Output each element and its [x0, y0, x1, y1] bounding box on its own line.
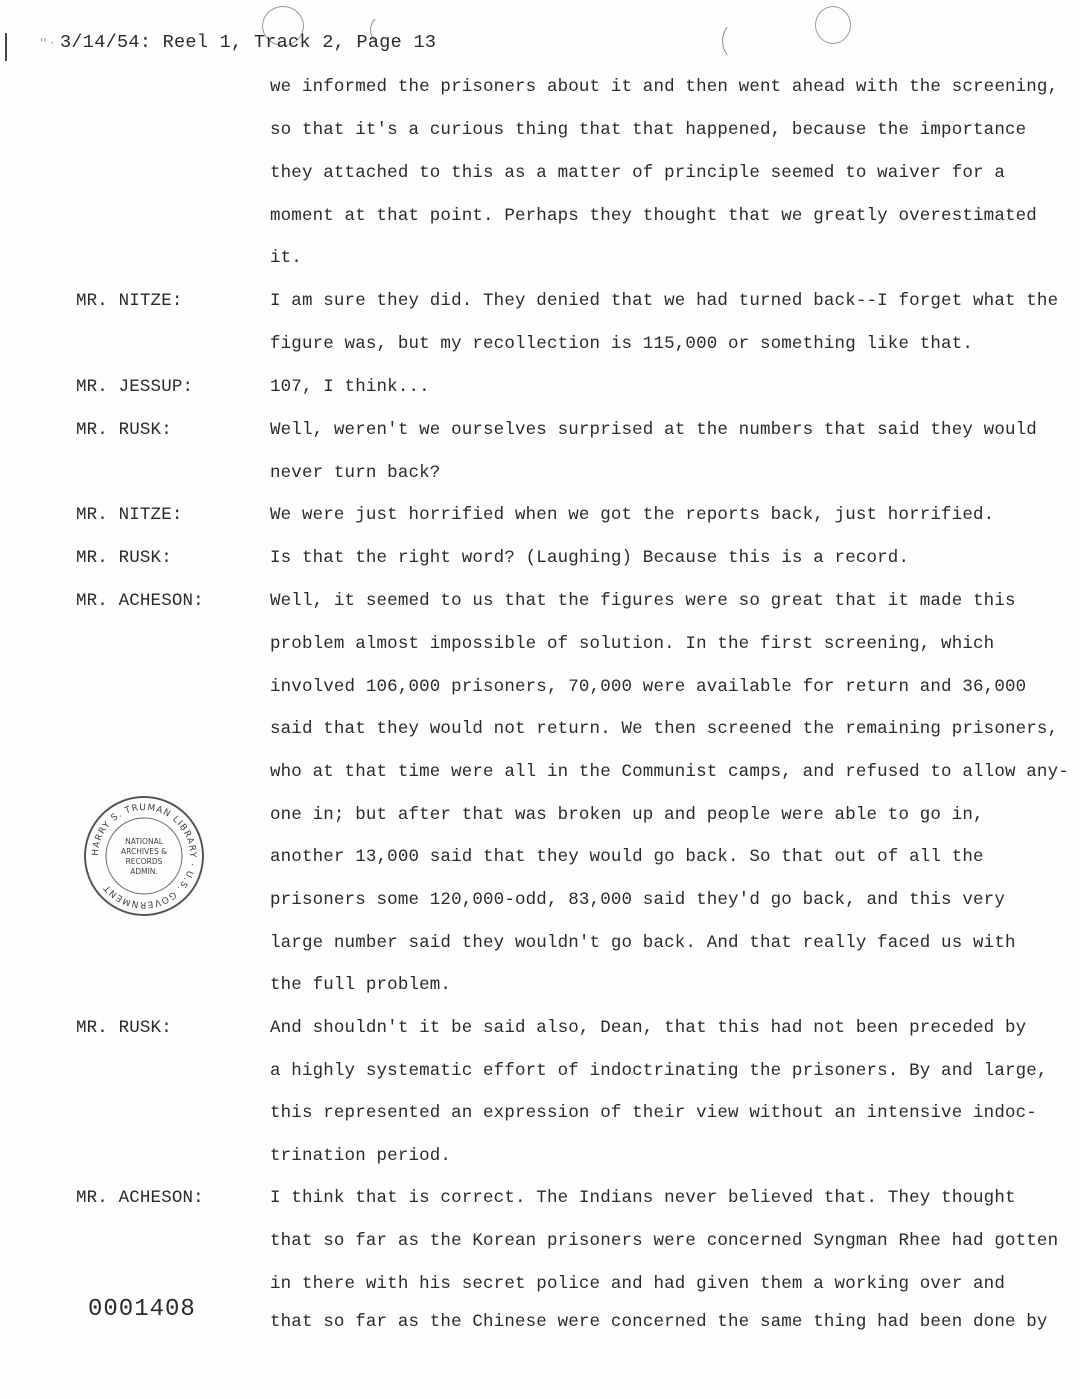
- stamp-line-2: ARCHIVES &: [121, 847, 167, 856]
- library-seal-icon: [82, 794, 206, 918]
- speaker-label: MR. NITZE:: [76, 291, 183, 311]
- svg-text:HARRY S. TRUMAN LIBRARY · U.S.: [91, 803, 197, 909]
- stamp-line-4: ADMIN.: [130, 867, 158, 876]
- library-stamp: [82, 794, 206, 918]
- transcript-line: the full problem.: [270, 975, 452, 995]
- transcript-line: I am sure they did. They denied that we had turned back--I forget what the: [270, 291, 1059, 311]
- transcript-line: it.: [270, 248, 302, 268]
- transcript-line: a highly systematic effort of indoctrinating the prisoners. By and large,: [270, 1061, 1048, 1081]
- transcript-line: we informed the prisoners about it and then went ahead with the screening,: [270, 77, 1059, 97]
- speaker-label: MR. RUSK:: [76, 1018, 172, 1038]
- transcript-line: they attached to this as a matter of principle seemed to waiver for a: [270, 163, 1005, 183]
- speaker-label: MR. RUSK:: [76, 420, 172, 440]
- transcript-line: trination period.: [270, 1146, 452, 1166]
- transcript-line: large number said they wouldn't go back. And that really faced us with: [270, 933, 1016, 953]
- transcript-line: who at that time were all in the Communist camps, and refused to allow any-: [270, 762, 1069, 782]
- transcript-line: said that they would not return. We then screened the remaining prisoners,: [270, 719, 1059, 739]
- speaker-label: MR. NITZE:: [76, 505, 183, 525]
- transcript-line: one in; but after that was broken up and people were able to go in,: [270, 805, 984, 825]
- transcript-line: figure was, but my recollection is 115,000 or something like that.: [270, 334, 974, 354]
- punch-hole-right: [815, 6, 851, 44]
- transcript-line: I think that is correct. The Indians never believed that. They thought: [270, 1188, 1016, 1208]
- transcript-line: this represented an expression of their view without an intensive indoc-: [270, 1103, 1037, 1123]
- transcript-line: that so far as the Korean prisoners were concerned Syngman Rhee had gotten: [270, 1231, 1059, 1251]
- speaker-label: MR. JESSUP:: [76, 377, 194, 397]
- transcript-line: We were just horrified when we got the reports back, just horrified.: [270, 505, 995, 525]
- stamp-line-3: RECORDS: [125, 857, 163, 866]
- transcript-line: that so far as the Chinese were concerned the same thing had been done by: [270, 1312, 1048, 1332]
- transcript-line: another 13,000 said that they would go back. So that out of all the: [270, 847, 984, 867]
- punch-hole-right-arc: [722, 22, 752, 60]
- transcript-line: never turn back?: [270, 463, 441, 483]
- margin-mark: [5, 33, 7, 61]
- transcript-line: 107, I think...: [270, 377, 430, 397]
- transcript-line: Well, it seemed to us that the figures were so great that it made this: [270, 591, 1016, 611]
- stamp-line-1: NATIONAL: [125, 837, 163, 846]
- transcript-line: prisoners some 120,000-odd, 83,000 said they'd go back, and this very: [270, 890, 1005, 910]
- transcript-line: problem almost impossible of solution. In the first screening, which: [270, 634, 995, 654]
- transcript-line: And shouldn't it be said also, Dean, that this had not been preceded by: [270, 1018, 1027, 1038]
- transcript-line: in there with his secret police and had given them a working over and: [270, 1274, 1005, 1294]
- speaker-label: MR. RUSK:: [76, 548, 172, 568]
- transcript-line: involved 106,000 prisoners, 70,000 were available for return and 36,000: [270, 677, 1027, 697]
- document-number: 0001408: [88, 1296, 196, 1323]
- transcript-line: moment at that point. Perhaps they thought that we greatly overestimated: [270, 206, 1037, 226]
- margin-specks: '' ·: [40, 36, 55, 50]
- stamp-ring-text: HARRY S. TRUMAN LIBRARY · U.S. GOVERNMENT: [90, 802, 198, 910]
- speaker-label: MR. ACHESON:: [76, 1188, 204, 1208]
- transcript-line: so that it's a curious thing that that happened, because the importance: [270, 120, 1027, 140]
- page-header: 3/14/54: Reel 1, Track 2, Page 13: [60, 32, 437, 53]
- transcript-line: Well, weren't we ourselves surprised at the numbers that said they would: [270, 420, 1037, 440]
- speaker-label: MR. ACHESON:: [76, 591, 204, 611]
- transcript-line: Is that the right word? (Laughing) Because this is a record.: [270, 548, 910, 568]
